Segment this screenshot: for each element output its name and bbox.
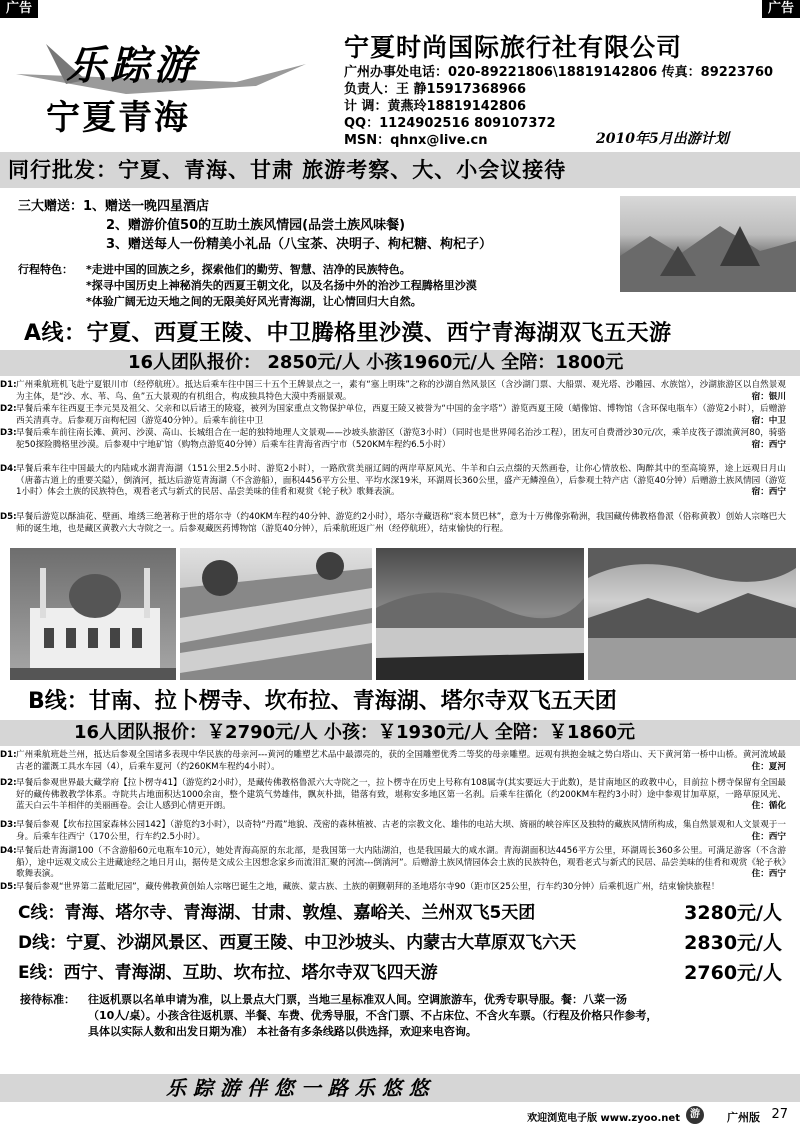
- feature-item: *探寻中国历史上神秘消失的西夏王朝文化，以及名扬中外的治沙工程腾格里沙漠: [86, 279, 477, 292]
- agency-qq: QQ：1124902516 809107372: [344, 116, 556, 131]
- agency-accountant: 计 调：黄燕玲18819142806: [344, 99, 527, 114]
- reception-label: 接待标准：: [20, 993, 75, 1006]
- mountain-image: [620, 196, 796, 292]
- footer-site: 欢迎浏览电子版 www.zyoo.net: [527, 1113, 680, 1124]
- wholesale-banner: 同行批发：宁夏、青海、甘肃 旅游考察、大、小会议接待: [0, 152, 800, 188]
- line-b-day: D4: 早餐后赴青海湖100（不含游船60元电瓶车10元），她处青海高原的东北部，是我国第一大内陆湖泊，也是我国最大的咸水湖。青海湖面积达4456平方公里，环湖周长360多公里。可满足游客（不含游船），途中远观文成公主进藏途经之地日月山，据传是文成公主因想念家乡而流泪汇聚的河流---倒淌河”。后赠游土族风情园体会土族的民族特色，观看老式与新式的民居、品尝美味的佳肴和观赏《轮子秋》歌舞表演。 住：西宁: [0, 846, 787, 879]
- gifts-label: 三大赠送：: [18, 199, 84, 214]
- footer-edition: 广州版: [727, 1111, 760, 1124]
- logo-title: 乐踪游: [66, 42, 198, 89]
- gifts-block: [18, 197, 209, 216]
- line-a-day: D1: 广州乘航班机飞赴宁夏银川市（经停航班）。抵达后乘车往中国三十五个王牌景点之一，素有“塞上明珠”之称的沙湖自然风景区（含沙湖门票、大船票、观光塔、沙雕园、水族馆），沙湖旅游区以自然景观为主体，是“沙、水、苇、鸟、鱼”五大景观的有机组合，构成独具特色大漠中秀丽景观。 宿：银川: [0, 380, 786, 402]
- logo: [6, 24, 336, 148]
- agency-name: 宁夏时尚国际旅行社有限公司: [344, 33, 683, 62]
- feature-item: *走进中国的回族之乡，探索他们的勤劳、智慧、洁净的民族特色。: [86, 263, 411, 276]
- other-lines: [18, 898, 790, 988]
- logo-subtitle: 宁夏青海: [46, 98, 190, 138]
- mosque-image: [10, 548, 176, 680]
- line-a-day: D3: 早餐后乘车前往南长滩、黄河、沙漠、高山、长城组合在一起的独特地理人文景观——沙坡头旅游区（游览3小时）（同时也是世界闻名治沙工程），团友可自费滑沙30元/次，乘羊皮筏子漂流黄河80，骑骆驼50探险腾格里沙漠。后参观中宁地矿馆（购物点游览40分钟）后乘车往青海省西宁市（520KM车程约6.5小时） 宿：西宁: [0, 428, 786, 450]
- agency-msn: MSN：qhnx@live.cn: [344, 133, 488, 148]
- line-b-day: D1: 广州乘航班赴兰州，抵达后参观全国诸多表现中华民族的母亲河---黄河的雕塑艺术品中最漂亮的，获的全国雕塑优秀二等奖的母亲雕塑。远观有拱抱金城之势白塔山、天下黄河第一桥中山桥。黄河流域最古老的灌溉工具水车园（4），后乘车夏河（约260KM车程约4小时）。 住：夏河: [0, 750, 786, 772]
- features-label: 行程特色：: [18, 263, 73, 276]
- gift-item: 2、赠游价值50的互助土族风情园(品尝土族风味餐): [106, 218, 406, 233]
- other-line-item: C线：青海、塔尔寺、青海湖、甘肃、敦煌、嘉峪关、兰州双飞5天团 3280元/人: [18, 902, 782, 924]
- other-line-item: D线：宁夏、沙湖风景区、西夏王陵、中卫沙坡头、内蒙古大草原双飞六天 2830元/人: [18, 932, 782, 954]
- line-a-day: D5: 早餐后游览以酥油花、壁画、堆绣三绝著称于世的塔尔寺（约40KM车程约40分钟、游览约2小时），塔尔寺藏语称“衮本贤巴林”，意为十万佛像弥勒洲，我国藏传佛教格鲁派（俗称黄教）创始人宗喀巴大师的诞生地，也是藏区黄教六大寺院之一。后参观藏医药博物馆（游览40分钟），后乘航班返广州（经停航班），结束愉快的行程。: [0, 512, 786, 534]
- features-list: [86, 262, 616, 310]
- grassland-photo: [588, 548, 796, 680]
- agency-phone: 广州办事处电话：020-89221806\18819142806 传真：89223760: [344, 65, 774, 80]
- lake-image: [376, 548, 584, 680]
- page-number: 27: [771, 1107, 788, 1122]
- schedule-title: 2010年5月出游计划: [596, 131, 729, 147]
- ad-tag-left: 广告: [0, 0, 38, 18]
- reception-text: 往返机票以名单申请为准，以上景点大门票，当地三星标准双人间。空调旅游车，优秀专职导服。餐：八菜一汤 （10人/桌）。小孩含往返机票、半餐、车费、优秀导服，不含门票、不占床位、不含火车票。（行程及价格只作参考， 具体以实际人数和出发日期为准） 本社备有多条线路以供选择，欢迎来电咨询。: [88, 993, 658, 1038]
- line-a-title: A线：宁夏、西夏王陵、中卫腾格里沙漠、西宁青海湖双飞五天游: [24, 321, 672, 346]
- line-b-itinerary: [0, 750, 800, 894]
- gift-item: 1、赠送一晚四星酒店: [83, 199, 210, 214]
- wolfberry-photo: [180, 548, 372, 680]
- mosque-photo: [10, 548, 176, 680]
- gift-item: 3、赠送每人一份精美小礼品（八宝茶、决明子、枸杞糖、枸杞子）: [106, 237, 493, 252]
- line-b-day: D2: 早餐后参观世界最大藏学府【拉卜楞寺41】（游览约2小时），是藏传佛教格鲁派六大寺院之一，拉卜楞寺在历史上号称有108属寺(其实要远大于此数)，是甘南地区的政教中心，目前拉卜楞寺保留有全国最好的藏传佛教教学体系。寺院共占地面积达1000余亩，整个建筑气势雄伟，飘灰朴拙，错落有致，堪称安多地区第一名刹。后乘车往循化（约200KM车程约3小时）途中参观甘加草原，一路草原风光、蓝天白云牛羊相伴的美丽画卷。会让人感到心情更开朗。 住：循化: [0, 778, 786, 811]
- line-a-day: D4: 早餐后乘车往中国最大的内陆咸水湖青海湖（151公里2.5小时、游览2小时），一路欣赏美丽辽阔的两岸草原风光、牛羊和白云点缀的天然画卷，让你心情放松、陶醉其中的至高境界，途上远观日月山（唐蕃古道上的重要关隘），倒淌河，抵达后游览青海湖（不含游船），面积4456平方公里、平均水深19米，环湖周长360公里，盛产无鳞湟鱼），后参观土特产店（游览40分钟）后赠游土族风情园（游览1小时）体会土族的民族特色，观看老式与新式的民居、品尝美味的佳肴和观赏《轮子秋》歌舞表演。 宿：西宁: [0, 464, 786, 497]
- line-a-itinerary: [0, 380, 800, 544]
- footer-badge-icon: 游: [686, 1106, 704, 1124]
- line-b-day: D5: 早餐后参观“世界第二蓝毗尼园”，藏传佛教黄创始人宗喀巴诞生之地，藏族、蒙古族、土族的朝觐朝拜的圣地塔尔寺90（距市区25公里，行车约30分钟）后乘机返广州，结束愉快旅程！: [0, 882, 720, 892]
- other-line-item: E线：西宁、青海湖、互助、坎布拉、塔尔寺双飞四天游 2760元/人: [18, 962, 782, 984]
- line-a-price: 16人团队报价： 2850元/人 小孩1960元/人 全陪：1800元: [0, 350, 800, 376]
- line-b-day: D3: 早餐后参观【坎布拉国家森林公园142】（游览约3小时），以奇特“丹霞”地貌、茂密的森林植被、古老的宗教文化、雄伟的电站大坝、旖丽的峡谷库区及独特的藏族风情所构成，集自然景观和人文景观于一身。后乘车往西宁（170公里，行车约2.5小时）。 住：西宁: [0, 820, 786, 842]
- line-b-title: B线：甘南、拉卜楞寺、坎布拉、青海湖、塔尔寺双飞五天团: [28, 689, 617, 714]
- lake-photo: [376, 548, 584, 680]
- grassland-image: [588, 548, 796, 680]
- desert-photo: [620, 196, 796, 292]
- wolfberry-field-image: [180, 548, 372, 680]
- line-a-day: D2: 早餐后乘车往西夏王李元昊及祖父、父亲和以后诸王的陵寝，被列为国家重点文物保护单位，西夏王陵又被誉为“中国的金字塔”）游览西夏王陵（蜡像馆、博物馆（含环保电瓶车）（游览2小时），后赠游西关清真寺。后参观万亩枸杞园（游览40分钟）。后乘车前往中卫 宿：中卫: [0, 404, 786, 426]
- slogan-bar: 乐 踪 游 伴 您 一 路 乐 悠 悠: [0, 1074, 800, 1102]
- agency-manager: 负责人：王 静15917368966: [344, 82, 527, 97]
- feature-item: *体验广阔无边天地之间的无限美好风光青海湖，让心情回归大自然。: [86, 295, 422, 308]
- ad-tag-right: 广告: [762, 0, 800, 18]
- line-b-price: 16人团队报价：￥2790元/人 小孩：￥1930元/人 全陪：￥1860元: [0, 720, 800, 746]
